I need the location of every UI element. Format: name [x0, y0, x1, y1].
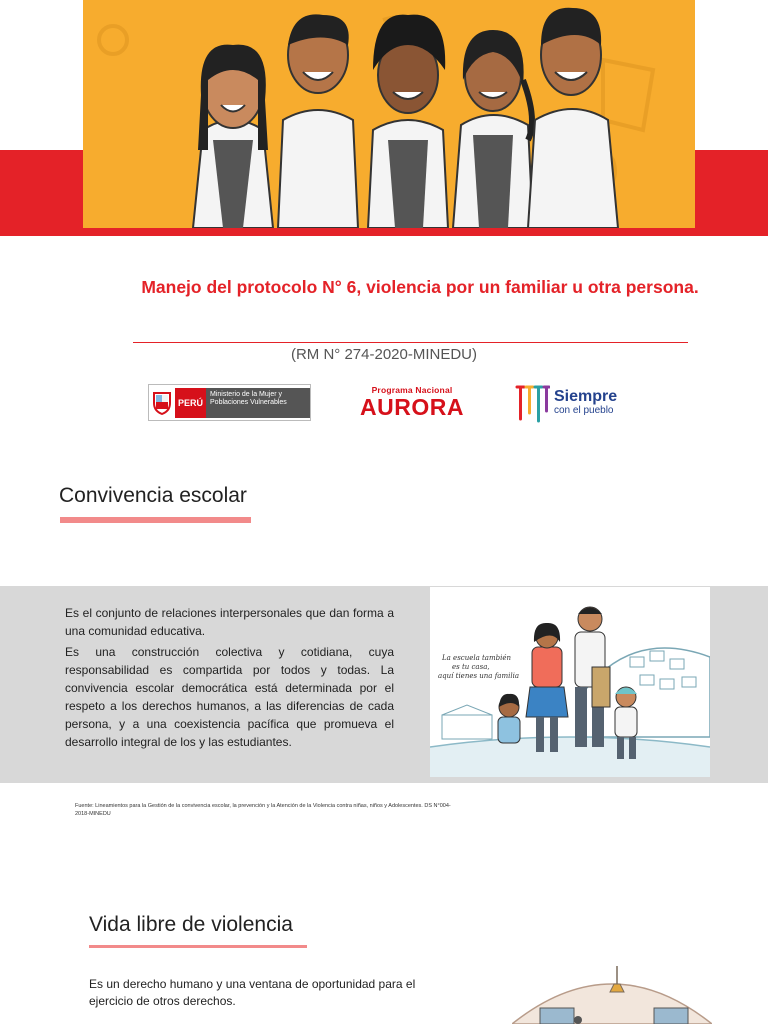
section-heading-convivencia: Convivencia escolar: [59, 484, 247, 507]
heading-underline: [60, 517, 251, 523]
source-citation: Fuente: Lineamientos para la Gestión de la convivencia escolar, la prevención y la Atención de la Violencia contra niñas, niños y Adolescentes. DS N°004-2018-MINEDU: [75, 803, 451, 817]
heading-underline-vida: [89, 945, 307, 948]
family-illustration: [430, 587, 710, 777]
illustration-caption-line1: La escuela también: [442, 654, 511, 662]
coat-of-arms-icon: [149, 386, 175, 420]
ministry-logo: [148, 384, 311, 421]
siempre-figures-icon: [514, 383, 550, 423]
aurora-logo: [354, 385, 470, 421]
convivencia-text: [65, 604, 394, 754]
students-illustration: [83, 0, 695, 228]
siempre-logo: [514, 383, 626, 423]
hero-banner: [0, 0, 768, 236]
aurora-program-label: Programa Nacional: [371, 385, 453, 395]
vida-paragraph: Es un derecho humano y una ventana de oportunidad para el ejercicio de otros derechos.: [89, 977, 416, 1008]
illustration-caption-line2: es tu casa,: [452, 663, 490, 671]
section-heading-vida: Vida libre de violencia: [89, 913, 293, 936]
siempre-line1: Siempre: [554, 388, 618, 405]
illustration-caption-line3: aquí tienes una familia: [438, 672, 519, 680]
title-divider: [133, 342, 688, 343]
peru-label: PERÚ: [175, 388, 206, 418]
document-title: Manejo del protocolo N° 6, violencia por un familiar u otra persona.: [141, 277, 699, 297]
aurora-name: AURORA: [360, 394, 464, 420]
siempre-line2: con el pueblo: [554, 405, 614, 416]
ministry-label: Ministerio de la Mujer y Poblaciones Vulnerables: [206, 388, 310, 418]
classroom-illustration: [512, 964, 712, 1024]
resolution-reference: (RM N° 274-2020-MINEDU): [290, 346, 478, 363]
convivencia-paragraph-2: Es una construcción colectiva y cotidiana, cuya responsabilidad es compartida por todos y todas. La convivencia escolar democrática está determinada por el respeto a los derechos humanos, a las diferencias de cada persona, y a una coexistencia pacífica que promueva el desarrollo integral de los y las estudiantes.: [65, 645, 394, 749]
convivencia-paragraph-1: Es el conjunto de relaciones interpersonales que dan forma a una comunidad educativa.: [65, 606, 394, 638]
